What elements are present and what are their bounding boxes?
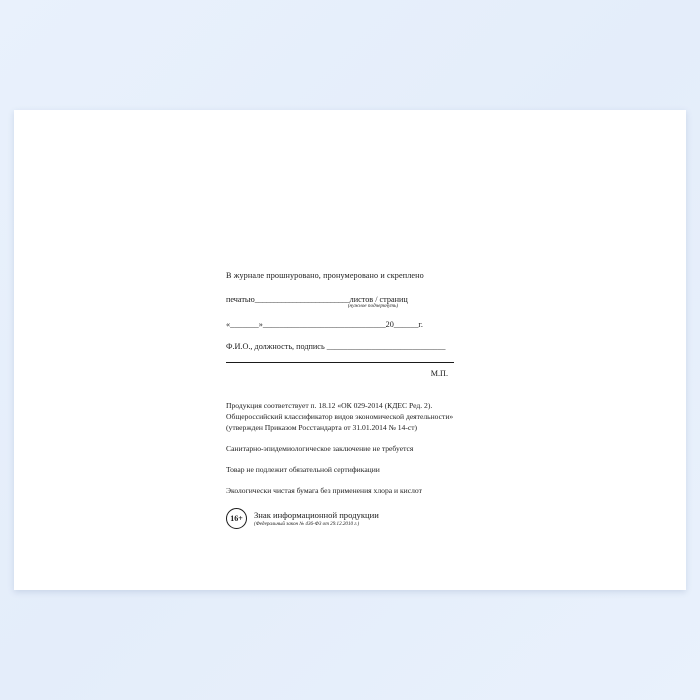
statement-certification: Товар не подлежит обязательной сертификации (226, 465, 380, 475)
journal-line: В журнале прошнуровано, пронумеровано и скреплено (226, 271, 424, 280)
age-mark-row (226, 508, 486, 529)
fio-line: Ф.И.О., должность, подпись _____________________________ (226, 342, 446, 352)
compliance-block (226, 400, 486, 496)
seal-line-suffix: листов / страниц (349, 295, 408, 305)
age-rating-badge: 16+ (226, 508, 247, 529)
signature-rule (226, 362, 454, 363)
seal-note: (нужное подчеркнуть) (347, 303, 399, 310)
compliance-line-1: Продукция соответствует п. 18.12 «ОК 029-2014 (КДЕС Ред. 2). (226, 401, 433, 411)
statement-eco-paper: Экологически чистая бумага без применения хлора и кислот (226, 486, 422, 496)
mp-label: М.П. (430, 369, 448, 379)
age-mark-title: Знак информационной продукции (254, 510, 379, 521)
seal-line-prefix: печатью (226, 295, 255, 305)
document-content (226, 270, 486, 529)
compliance-line-2: Общероссийский классификатор видов экономической деятельности» (226, 412, 454, 422)
age-mark-subtitle: (Федеральный закон № 436-Ф3 от 29.12.2010 г.) (254, 521, 360, 528)
statement-sanitary: Санитарно-эпидемиологическое заключение не требуется (226, 444, 414, 454)
seal-line-fill: _________________________ (254, 295, 350, 305)
date-line: «_______»______________________________20______г. (226, 320, 423, 330)
compliance-line-3: (утвержден Приказом Росстандарта от 31.01.2014 № 14-ст) (226, 423, 418, 433)
age-mark-text (254, 508, 379, 527)
document-page (14, 110, 686, 590)
